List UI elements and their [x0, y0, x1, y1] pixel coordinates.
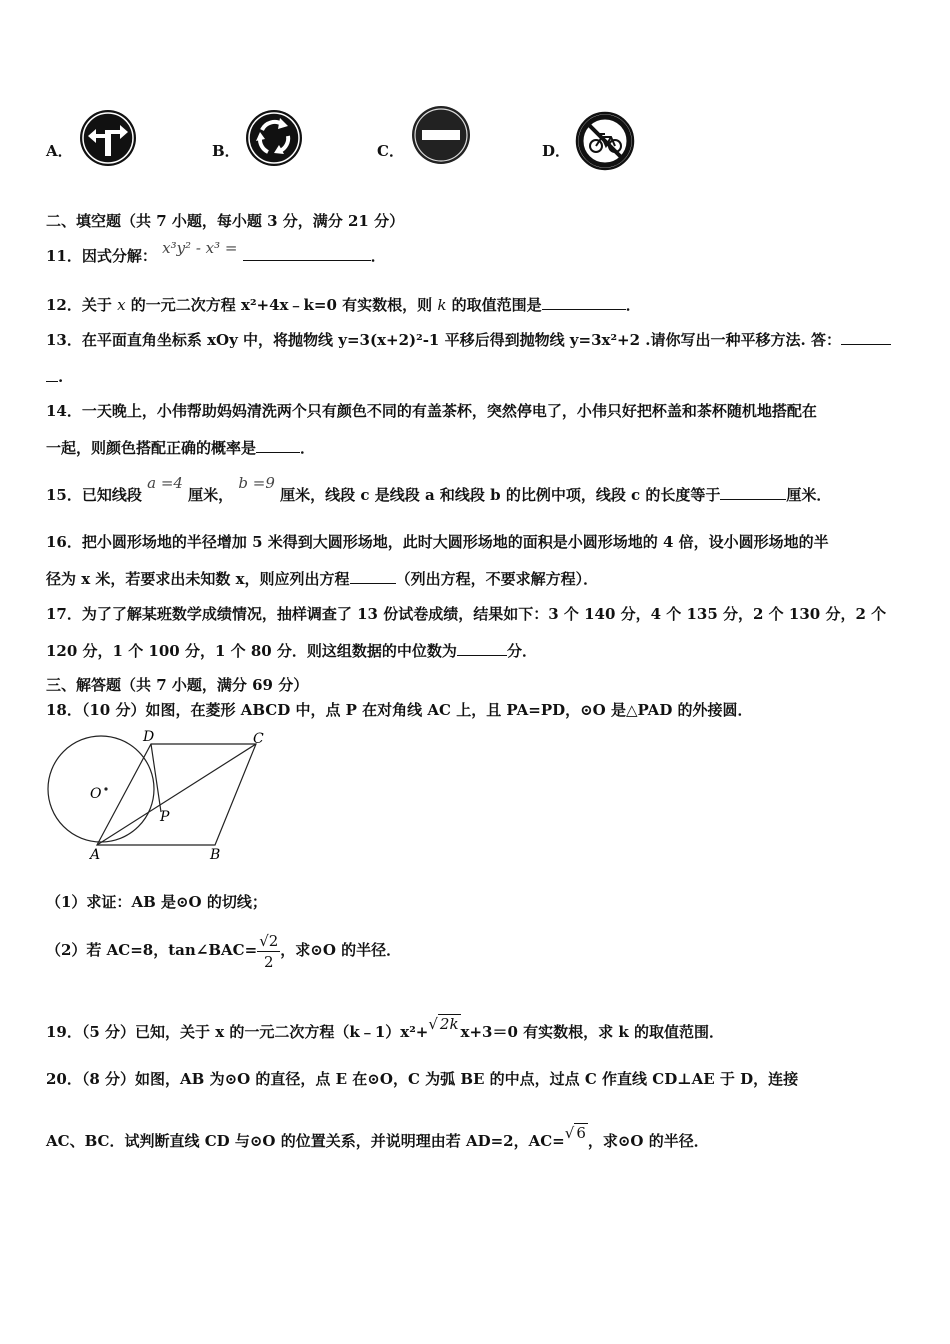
rhombus-circle-figure	[46, 728, 276, 868]
option-d-label: D．	[542, 142, 571, 160]
q13-text: 13．在平面直角坐标系 xOy 中，将抛物线 y=3(x+2)²-1 平移后得到抛物线 y=3x²+2 .请你写出一种平移方法. 答：	[46, 331, 841, 349]
question-18-part-1: （1）求证：AB 是⊙O 的切线；	[46, 893, 267, 911]
tan-fraction	[257, 931, 280, 972]
q12-suffix: ．	[625, 296, 641, 314]
question-15	[46, 474, 832, 505]
left-or-right-turn-sign-icon	[78, 108, 138, 168]
q12-text-3: 有实数根，则	[336, 296, 438, 314]
q12-var-k: k	[437, 296, 447, 314]
no-bicycle-sign-icon	[574, 110, 636, 172]
question-20-line-1: 20．（8 分）如图，AB 为⊙O 的直径，点 E 在⊙O，C 为弧 BE 的中点，过点 C 作直线 CD⊥AE 于 D，连接	[46, 1070, 799, 1088]
center-point-o	[104, 787, 107, 790]
q18-part2-text-2: ，求⊙O 的半径．	[280, 941, 402, 959]
radicand-2k: 2k	[439, 1015, 459, 1033]
question-13-line-2	[46, 367, 63, 387]
q17-text-1: 120 分，1 个 100 分，1 个 80 分．则这组数据的中位数为	[46, 642, 457, 660]
sqrt-2k: √ 2k	[428, 1015, 459, 1033]
q15-text-4: 厘米．	[786, 486, 832, 504]
label-b: B	[210, 847, 221, 863]
question-13-line-1	[46, 330, 891, 350]
section-2-heading: 二、填空题（共 7 小题，每小题 3 分，满分 21 分）	[46, 212, 405, 230]
q15-text-1: 15．已知线段	[46, 486, 142, 504]
fraction-denominator: 2	[263, 952, 274, 971]
q12-var-x: x	[117, 296, 126, 314]
q16-answer-blank	[350, 569, 396, 584]
q12-equation: x²+4x﹣k=0	[241, 296, 337, 314]
q13-suffix: .	[58, 368, 64, 386]
question-18-stem: 18．（10 分）如图，在菱形 ABCD 中，点 P 在对角线 AC 上，且 PA=PD，⊙O 是△PAD 的外接圆．	[46, 701, 753, 719]
question-17-line-1: 17．为了了解某班数学成绩情况，抽样调查了 13 份试卷成绩，结果如下：3 个 140 分，4 个 135 分，2 个 130 分，2 个	[46, 605, 887, 623]
label-p: P	[160, 809, 170, 825]
q15-a-value: a =4	[147, 474, 183, 492]
question-17-line-2	[46, 641, 537, 661]
q12-text-1: 12．关于	[46, 296, 118, 314]
q19-text-1: 19．（5 分）已知，关于 x 的一元二次方程（k﹣1）x²+	[46, 1023, 429, 1041]
question-18-part-2	[46, 930, 401, 972]
diagonal-ac	[97, 744, 256, 845]
q11-expression: x³y² - x³ =	[162, 239, 238, 257]
q16-text-1: 径为 x 米，若要求出未知数 x，则应列出方程	[46, 570, 350, 588]
label-c: C	[253, 731, 264, 747]
fraction-numerator: √2	[259, 931, 279, 950]
section-3-heading: 三、解答题（共 7 小题，满分 69 分）	[46, 676, 309, 694]
label-d: D	[143, 729, 155, 745]
q11-answer-blank	[243, 246, 371, 261]
q15-answer-blank	[720, 485, 786, 500]
q11-suffix: ．	[370, 247, 386, 265]
no-entry-sign-icon	[410, 104, 472, 166]
q12-text-2: 的一元二次方程	[125, 296, 242, 314]
sqrt-6: √ 6	[564, 1124, 586, 1142]
q13-answer-blank-continued	[46, 367, 58, 382]
q14-text: 一起，则颜色搭配正确的概率是	[46, 439, 257, 457]
question-16-line-1: 16．把小圆形场地的半径增加 5 米得到大圆形场地，此时大圆形场地的面积是小圆形场地的 4 倍，设小圆形场地的半	[46, 533, 829, 551]
q18-part2-text-1: （2）若 AC=8，tan∠BAC=	[46, 941, 258, 959]
question-14-line-2	[46, 438, 315, 458]
q11-prefix: 11．因式分解：	[46, 247, 157, 265]
question-12	[46, 295, 641, 315]
q14-answer-blank	[256, 438, 300, 453]
question-11	[46, 239, 386, 266]
label-a: A	[90, 847, 101, 863]
q15-text-2: 厘米，	[188, 486, 234, 504]
q12-answer-blank	[542, 295, 626, 310]
q15-b-value: b =9	[238, 474, 275, 492]
q17-text-2: 分．	[506, 642, 537, 660]
q14-suffix: ．	[300, 439, 316, 457]
q15-text-3: 厘米，线段 c 是线段 a 和线段 b 的比例中项，线段 c 的长度等于	[280, 486, 721, 504]
label-o: O	[90, 786, 102, 802]
question-19	[46, 1015, 724, 1042]
option-c-label: C．	[377, 142, 404, 160]
radicand-6: 6	[576, 1124, 586, 1142]
question-16-line-2	[46, 569, 598, 589]
question-20-line-2	[46, 1124, 709, 1151]
q17-answer-blank	[457, 641, 507, 656]
q16-text-2: （列出方程，不要求解方程）．	[395, 570, 599, 588]
q19-text-2: x+3＝0 有实数根，求 k 的取值范围．	[460, 1023, 724, 1041]
option-a-label: A．	[46, 142, 73, 160]
q20-text-1: AC、BC．试判断直线 CD 与⊙O 的位置关系，并说明理由若 AD=2，AC=	[46, 1132, 565, 1150]
q13-answer-blank	[841, 330, 891, 345]
roundabout-sign-icon	[244, 108, 304, 168]
q12-text-4: 的取值范围是	[446, 296, 542, 314]
q20-text-2: ，求⊙O 的半径．	[587, 1132, 709, 1150]
option-b-label: B．	[212, 142, 240, 160]
question-14-line-1: 14．一天晚上，小伟帮助妈妈清洗两个只有颜色不同的有盖茶杯，突然停电了，小伟只好把杯盖和茶杯随机地搭配在	[46, 402, 817, 420]
